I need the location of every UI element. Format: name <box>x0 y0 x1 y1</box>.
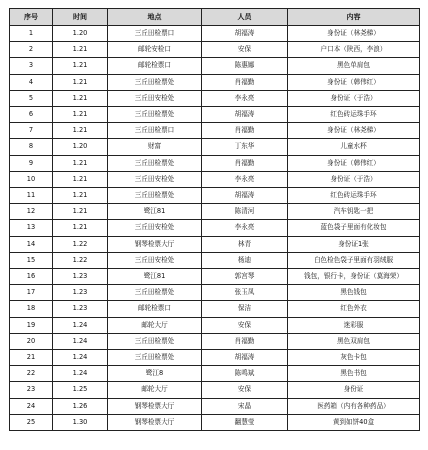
table-row <box>10 252 420 268</box>
cell-time: 1.21 <box>53 90 108 106</box>
cell-person: 丁东华 <box>202 139 288 155</box>
table-row <box>10 123 420 139</box>
cell-content: 黄到如饼40盒 <box>288 414 420 430</box>
table-row <box>10 107 420 123</box>
table-row <box>10 350 420 366</box>
cell-time: 1.23 <box>53 301 108 317</box>
cell-location: 鹭江81 <box>108 204 202 220</box>
cell-time: 1.21 <box>53 58 108 74</box>
cell-time: 1.25 <box>53 382 108 398</box>
cell-person: 张玉凤 <box>202 285 288 301</box>
cell-location: 三丘田检票处 <box>108 333 202 349</box>
cell-index: 23 <box>10 382 53 398</box>
cell-time: 1.21 <box>53 220 108 236</box>
cell-content: 户口本（陕西，李浪） <box>288 42 420 58</box>
cell-index: 13 <box>10 220 53 236</box>
table-row <box>10 171 420 187</box>
cell-person: 杨迪 <box>202 252 288 268</box>
cell-person: 宋晶 <box>202 398 288 414</box>
cell-time: 1.24 <box>53 333 108 349</box>
cell-location: 三丘田检票口 <box>108 123 202 139</box>
cell-index: 1 <box>10 26 53 42</box>
table-row <box>10 58 420 74</box>
cell-index: 24 <box>10 398 53 414</box>
cell-person: 肖福勤 <box>202 74 288 90</box>
table-row <box>10 42 420 58</box>
table-row <box>10 220 420 236</box>
cell-index: 20 <box>10 333 53 349</box>
cell-index: 5 <box>10 90 53 106</box>
cell-person: 安保 <box>202 42 288 58</box>
cell-time: 1.24 <box>53 366 108 382</box>
cell-index: 6 <box>10 107 53 123</box>
cell-location: 三丘田检票处 <box>108 188 202 204</box>
cell-time: 1.21 <box>53 204 108 220</box>
cell-index: 7 <box>10 123 53 139</box>
cell-person: 陈惠娜 <box>202 58 288 74</box>
cell-content: 迷彩服 <box>288 317 420 333</box>
cell-content: 身份证（于浩） <box>288 171 420 187</box>
table-row <box>10 285 420 301</box>
cell-location: 邮轮大厅 <box>108 317 202 333</box>
cell-index: 17 <box>10 285 53 301</box>
cell-location: 邮轮检票口 <box>108 301 202 317</box>
cell-person: 李永亮 <box>202 90 288 106</box>
cell-time: 1.26 <box>53 398 108 414</box>
table-header-row <box>10 9 420 26</box>
table-row <box>10 236 420 252</box>
cell-location: 三丘田检票处 <box>108 74 202 90</box>
cell-time: 1.23 <box>53 285 108 301</box>
table-row <box>10 139 420 155</box>
cell-index: 21 <box>10 350 53 366</box>
cell-person: 胡福涛 <box>202 26 288 42</box>
cell-content: 汽车钥匙一把 <box>288 204 420 220</box>
cell-person: 肖福勤 <box>202 155 288 171</box>
cell-person: 李永亮 <box>202 220 288 236</box>
table-row <box>10 74 420 90</box>
cell-time: 1.21 <box>53 188 108 204</box>
cell-content: 蓝色袋子里面有化妆包 <box>288 220 420 236</box>
cell-content: 身份证（韩伟红） <box>288 74 420 90</box>
cell-location: 邮轮检票口 <box>108 58 202 74</box>
cell-location: 邮轮大厅 <box>108 382 202 398</box>
cell-content: 黑色书包 <box>288 366 420 382</box>
cell-time: 1.21 <box>53 155 108 171</box>
cell-content: 黑色单肩包 <box>288 58 420 74</box>
cell-content: 身份证（林尧梯） <box>288 123 420 139</box>
cell-index: 22 <box>10 366 53 382</box>
cell-content: 身份证（韩伟红） <box>288 155 420 171</box>
cell-location: 鹭江8 <box>108 366 202 382</box>
cell-time: 1.21 <box>53 42 108 58</box>
cell-time: 1.30 <box>53 414 108 430</box>
header-time: 时间 <box>53 9 108 26</box>
cell-person: 林青 <box>202 236 288 252</box>
cell-time: 1.24 <box>53 317 108 333</box>
cell-content: 黑色双肩包 <box>288 333 420 349</box>
cell-person: 胡福涛 <box>202 188 288 204</box>
cell-location: 钢琴检票大厅 <box>108 414 202 430</box>
cell-content: 儿童水杯 <box>288 139 420 155</box>
cell-content: 身份证（林尧梯） <box>288 26 420 42</box>
table-row <box>10 301 420 317</box>
table-row <box>10 90 420 106</box>
table-row <box>10 382 420 398</box>
cell-person: 安保 <box>202 317 288 333</box>
cell-index: 16 <box>10 269 53 285</box>
cell-location: 三丘田安检处 <box>108 171 202 187</box>
cell-person: 保洁 <box>202 301 288 317</box>
cell-time: 1.21 <box>53 74 108 90</box>
cell-location: 财富 <box>108 139 202 155</box>
cell-content: 身份证 <box>288 382 420 398</box>
header-index: 序号 <box>10 9 53 26</box>
cell-index: 9 <box>10 155 53 171</box>
cell-person: 李永亮 <box>202 171 288 187</box>
table-row <box>10 188 420 204</box>
cell-location: 鹭江81 <box>108 269 202 285</box>
table-row <box>10 414 420 430</box>
cell-person: 陈清河 <box>202 204 288 220</box>
cell-time: 1.22 <box>53 236 108 252</box>
cell-index: 2 <box>10 42 53 58</box>
cell-index: 11 <box>10 188 53 204</box>
cell-person: 肖福勤 <box>202 123 288 139</box>
cell-content: 红色砖运珠手环 <box>288 188 420 204</box>
header-person: 人员 <box>202 9 288 26</box>
table-row <box>10 269 420 285</box>
cell-content: 医药箱（内有各种药品） <box>288 398 420 414</box>
table-row <box>10 155 420 171</box>
table-body <box>10 26 420 431</box>
cell-content: 身份证1张 <box>288 236 420 252</box>
cell-time: 1.21 <box>53 171 108 187</box>
header-content: 内容 <box>288 9 420 26</box>
cell-content: 黑色钱包 <box>288 285 420 301</box>
cell-content: 灰色卡包 <box>288 350 420 366</box>
cell-person: 郭宫琴 <box>202 269 288 285</box>
cell-person: 肖福勤 <box>202 333 288 349</box>
cell-location: 三丘田安检处 <box>108 220 202 236</box>
cell-index: 4 <box>10 74 53 90</box>
cell-time: 1.22 <box>53 252 108 268</box>
cell-time: 1.21 <box>53 123 108 139</box>
table-row <box>10 366 420 382</box>
cell-content: 白色检色袋子里面有羽绒服 <box>288 252 420 268</box>
cell-location: 三丘田检票处 <box>108 350 202 366</box>
cell-location: 钢琴检票大厅 <box>108 236 202 252</box>
cell-index: 19 <box>10 317 53 333</box>
table-row <box>10 204 420 220</box>
cell-index: 10 <box>10 171 53 187</box>
cell-time: 1.24 <box>53 350 108 366</box>
cell-location: 三丘田检票口 <box>108 26 202 42</box>
cell-person: 胡福涛 <box>202 350 288 366</box>
cell-content: 钱包，银行卡，身份证（莫海荣） <box>288 269 420 285</box>
table-row <box>10 26 420 42</box>
cell-index: 15 <box>10 252 53 268</box>
cell-index: 12 <box>10 204 53 220</box>
cell-index: 14 <box>10 236 53 252</box>
cell-content: 身份证（于浩） <box>288 90 420 106</box>
lost-items-table <box>9 8 420 431</box>
cell-content: 红色砖运珠手环 <box>288 107 420 123</box>
cell-index: 25 <box>10 414 53 430</box>
cell-person: 安保 <box>202 382 288 398</box>
cell-time: 1.21 <box>53 107 108 123</box>
cell-index: 18 <box>10 301 53 317</box>
cell-person: 胡福涛 <box>202 107 288 123</box>
cell-time: 1.23 <box>53 269 108 285</box>
table-row <box>10 317 420 333</box>
cell-index: 3 <box>10 58 53 74</box>
cell-time: 1.20 <box>53 139 108 155</box>
cell-location: 钢琴检票大厅 <box>108 398 202 414</box>
cell-index: 8 <box>10 139 53 155</box>
table-row <box>10 398 420 414</box>
cell-person: 翻慧莹 <box>202 414 288 430</box>
cell-location: 三丘田安检处 <box>108 90 202 106</box>
cell-time: 1.20 <box>53 26 108 42</box>
cell-content: 红色外衣 <box>288 301 420 317</box>
header-location: 地点 <box>108 9 202 26</box>
cell-location: 三丘田检票处 <box>108 285 202 301</box>
cell-person: 陈鸣斌 <box>202 366 288 382</box>
cell-location: 三丘田安检处 <box>108 252 202 268</box>
lost-items-table-container <box>9 8 419 431</box>
cell-location: 邮轮安检口 <box>108 42 202 58</box>
cell-location: 三丘田检票处 <box>108 107 202 123</box>
cell-location: 三丘田检票处 <box>108 155 202 171</box>
table-row <box>10 333 420 349</box>
